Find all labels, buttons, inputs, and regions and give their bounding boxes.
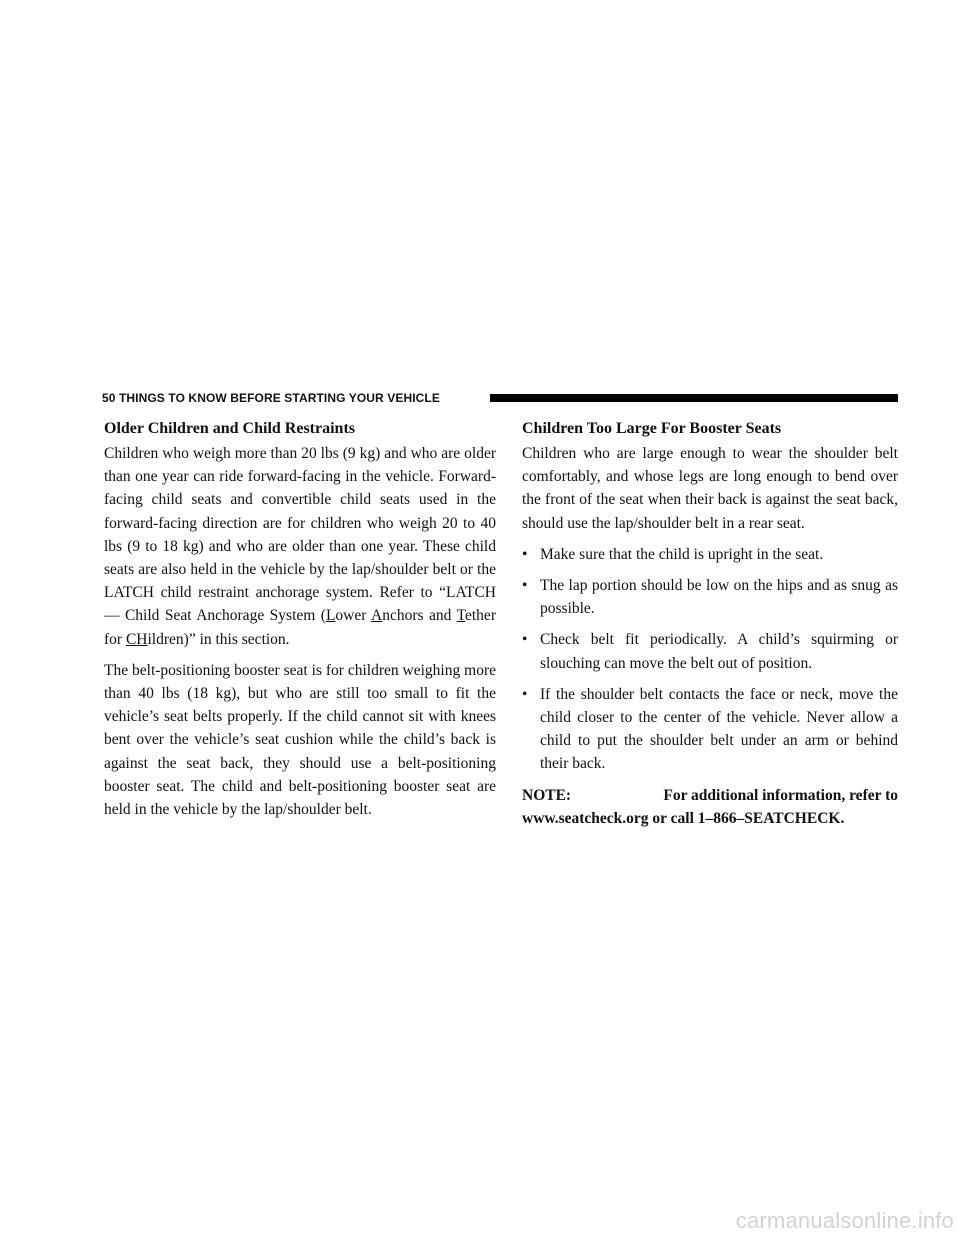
paragraph-shoulder-belt: Children who are large enough to wear the shoulder belt comfortably, and whose legs are long enough to bend over the front of the seat when their back is against the seat back, should use the lap/shoulder belt in a rear seat. [522,445,898,532]
paragraph-forward-facing-text: Children who weigh more than 20 lbs (9 kg) and who are older than one year can ride forward-facing in the vehicle. Forward-facing child seats and convertible child seats used in the forward-facing direction are for children who weigh 20 to 40 lbs (9 to 18 kg) and who are older than one year. These child seats are also held in the vehicle by the lap/shoulder belt or the LATCH child restraint anchorage system. Refer to “LATCH — Child Seat Anchorage System ( [104,445,496,625]
paragraph-forward-facing [104,442,496,651]
latch-word-end: ildren)” in this section. [147,630,290,648]
page-header [102,389,898,407]
note-label: NOTE: [522,786,572,804]
bullet-list [522,543,898,776]
list-item [522,574,898,620]
heading-older-children: Older Children and Child Restraints [104,420,356,437]
bullet-text: Make sure that the child is upright in the seat. [540,545,824,563]
list-item [522,683,898,776]
bullet-text: If the shoulder belt contacts the face or neck, move the child closer to the center of the vehicle. Never allow a child to put the shoulder belt under an arm or behind their back. [540,685,898,773]
heading-too-large: Children Too Large For Booster Seats [522,420,782,437]
page-number-title: 50 THINGS TO KNOW BEFORE STARTING YOUR VEHICLE [102,391,440,405]
latch-letter-l: L [325,607,336,625]
latch-word-ower: ower [335,607,372,625]
list-item [522,543,898,566]
note-block [522,784,898,830]
latch-letter-t: T [456,607,465,625]
note-line-1 [522,784,898,807]
latch-word-ether: ether for [104,607,496,648]
bullet-icon: • [522,545,528,563]
header-rule [490,394,898,402]
note-line-2: www.seatcheck.org or call 1–866–SEATCHECK. [522,809,845,827]
bullet-text: The lap portion should be low on the hips and as snug as possible. [540,577,898,618]
right-column [522,418,898,830]
watermark-logo: carmanualsonline.info [735,1208,954,1233]
bullet-icon: • [522,577,528,595]
bullet-icon: • [522,685,528,703]
left-column [104,418,496,821]
latch-letter-a: A [371,607,383,625]
bullet-text: Check belt fit periodically. A child’s squirming or slouching can move the belt out of position. [540,631,898,672]
paragraph-booster-seat: The belt-positioning booster seat is for children weighing more than 40 lbs (18 kg), but who are still too small to fit the vehicle’s seat belts properly. If the child cannot sit with knees bent over the vehicle’s seat cushion while the child’s back is against the seat back, they should use a belt-positioning booster seat. The child and belt-positioning booster seat are held in the vehicle by the lap/shoulder belt. [104,661,496,819]
note-line-1-text: For additional information, refer to [663,786,898,804]
latch-word-nchors: nchors and [382,607,457,625]
latch-letters-ch: CH [125,630,148,648]
list-item [522,628,898,674]
bullet-icon: • [522,631,528,649]
